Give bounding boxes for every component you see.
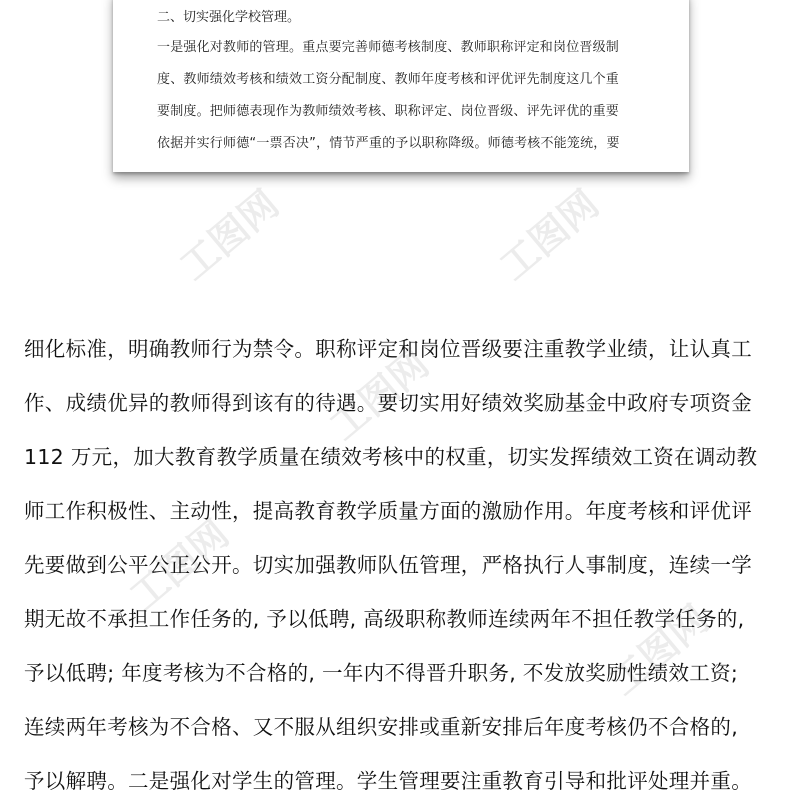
body-line: 先要做到公平公正公开。切实加强教师队伍管理，严格执行人事制度，连续一学 xyxy=(24,553,752,577)
body-text xyxy=(24,322,784,800)
body-line: 期无故不承担工作任务的, 予以低聘, 高级职称教师连续两年不担任教学任务的, xyxy=(24,607,745,631)
preview-line: 一是强化对教师的管理。重点要完善师德考核制度、教师职称评定和岗位晋级制 xyxy=(157,40,620,55)
body-line: 细化标准，明确教师行为禁令。职称评定和岗位晋级要注重教学业绩，让认真工 xyxy=(24,337,752,361)
watermark: 工图网 xyxy=(491,181,608,289)
body-line: 予以低聘; 年度考核为不合格的, 一年内不得晋升职务, 不发放奖励性绩效工资; xyxy=(24,661,739,685)
watermark: 工图网 xyxy=(171,181,288,289)
body-line: 连续两年考核为不合格、又不服从组织安排或重新安排后年度考核仍不合格的, xyxy=(24,715,739,739)
body-line: 作、成绩优异的教师得到该有的待遇。要切实用好绩效奖励基金中政府专项资金 xyxy=(24,391,752,415)
page-preview-card xyxy=(113,0,689,172)
body-line: 师工作积极性、主动性，提高教育教学质量方面的激励作用。年度考核和评优评 xyxy=(24,499,752,523)
preview-line: 要制度。把师德表现作为教师绩效考核、职称评定、岗位晋级、评先评优的重要 xyxy=(157,104,620,119)
section-heading: 二、切实强化学校管理。 xyxy=(157,10,301,25)
body-line: 予以解聘。二是强化对学生的管理。学生管理要注重教育引导和批评处理并重。 xyxy=(24,769,752,793)
watermark: 工图网 xyxy=(121,511,238,619)
watermark: 工图网 xyxy=(321,341,438,449)
watermark: 工图网 xyxy=(601,596,718,704)
preview-line: 依据并实行师德“一票否决”，情节严重的予以职称降级。师德考核不能笼统，要 xyxy=(157,136,620,151)
preview-line: 度、教师绩效考核和绩效工资分配制度、教师年度考核和评优评先制度这几个重 xyxy=(157,72,620,87)
body-line: 112 万元，加大教育教学质量在绩效考核中的权重，切实发挥绩效工资在调动教 xyxy=(24,445,758,469)
